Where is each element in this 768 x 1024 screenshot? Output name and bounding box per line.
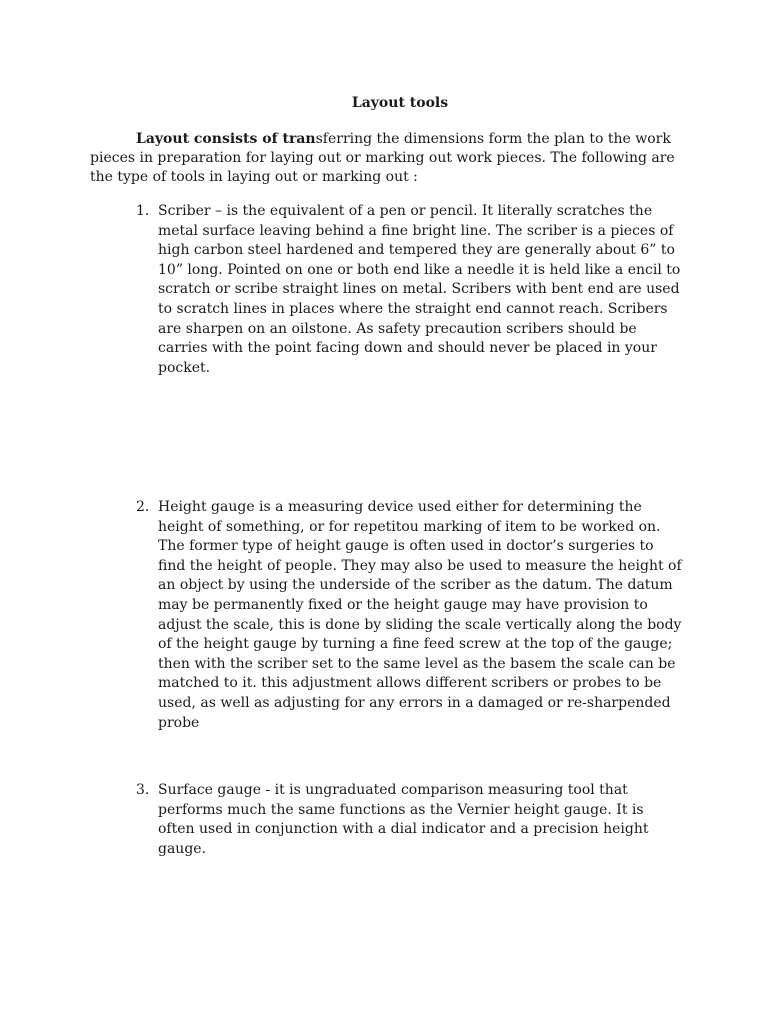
list-item-number: 2. bbox=[136, 499, 150, 515]
list-item bbox=[136, 498, 684, 733]
list-item-text: Height gauge is a measuring device used either for determining the height of something, or for repetitou marking of item to be worked on. The former type of height gauge is often used in doctor’s surgeries to find the height of people. They may also be used to measure the height of an object by using the underside of the scriber as the datum. The datum may be permanently fixed or the height gauge may have provision to adjust the scale, this is done by sliding the scale vertically along the body of the height gauge by turning a fine feed screw at the top of the gauge; then with the scriber set to the same level as the basem the scale can be matched to it. this adjustment allows different scribers or probes to be used, as well as adjusting for any errors in a damaged or re-sharpended probe bbox=[158, 499, 682, 731]
list-item-text: Surface gauge - it is ungraduated comparison measuring tool that performs much the same functions as the Vernier height gauge. It is often used in conjunction with a dial indicator and a precision height gauge. bbox=[158, 782, 649, 857]
intro-paragraph bbox=[90, 130, 680, 187]
list-item-number: 1. bbox=[136, 203, 150, 219]
list-item bbox=[136, 202, 684, 378]
intro-bold-text: Layout consists of tran bbox=[136, 131, 316, 147]
list-item-number: 3. bbox=[136, 782, 150, 798]
intro-text: sferring the dimensions form the plan to the work pieces in preparation for laying out or marking out work pieces. The following are the type of tools in laying out or marking out : bbox=[90, 131, 675, 185]
page-title: Layout tools bbox=[351, 95, 449, 111]
list-item bbox=[136, 781, 684, 859]
list-item-text: Scriber – is the equivalent of a pen or pencil. It literally scratches the metal surface leaving behind a fine bright line. The scriber is a pieces of high carbon steel hardened and tempered they are generally about 6” to 10” long. Pointed on one or both end like a needle it is held like a encil to scratch or scribe straight lines on metal. Scribers with bent end are used to scratch lines in places where the straight end cannot reach. Scribers are sharpen on an oilstone. As safety precaution scribers should be carries with the point facing down and should never be placed in your pocket. bbox=[158, 203, 681, 376]
